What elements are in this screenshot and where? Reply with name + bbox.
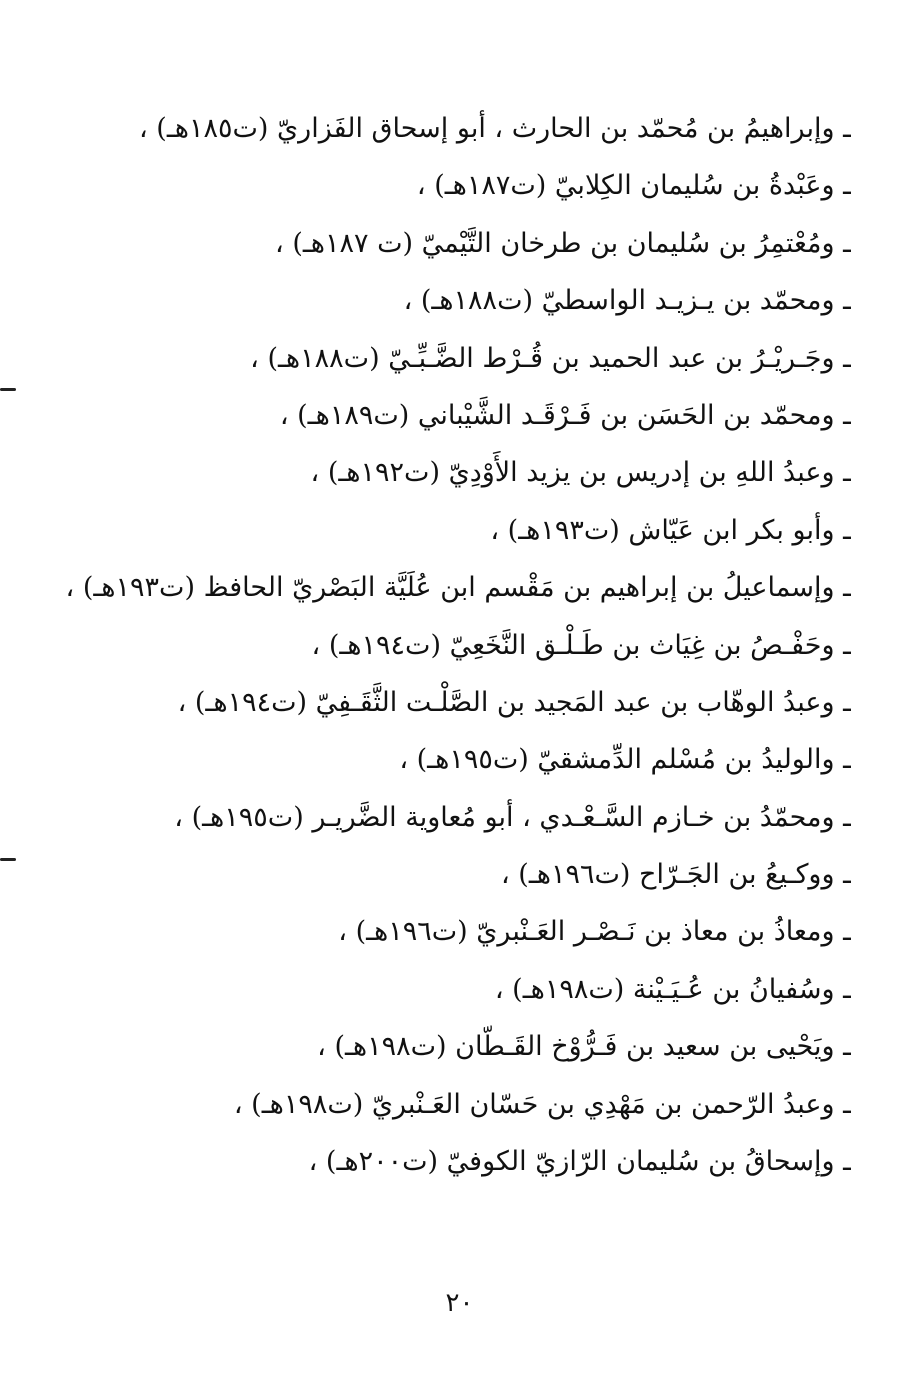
list-item: ـ وإسحاقُ بن سُليمان الرّازيّ الكوفيّ (ت٢٠٠هـ) ، — [308, 1146, 851, 1178]
list-item: ـ وإبراهيمُ بن مُحمّد بن الحارث ، أبو إسحاق الفَزاريّ (ت١٨٥هـ) ، — [138, 113, 851, 144]
list-item: ـ ووكـيعُ بن الجَـرّاح (ت١٩٦هـ) ، — [500, 859, 851, 891]
list-item: ـ وإسماعيلُ بن إبراهيم بن مَقْسم ابن عُلَيَّة البَصْريّ الحافظ (ت١٩٣هـ) ، — [65, 572, 851, 604]
list-item: ـ وعَبْدةُ بن سُليمان الكِلابيّ (ت١٨٧هـ) ، — [416, 170, 851, 202]
list-item: ـ وسُفيانُ بن عُـيَـيْنة (ت١٩٨هـ) ، — [494, 973, 851, 1005]
list-item: ـ والوليدُ بن مُسْلم الدِّمشقيّ (ت١٩٥هـ) ، — [399, 744, 851, 776]
list-item: ـ وعبدُ الوهّاب بن عبد المَجيد بن الصَّلْـت الثَّقَـفِيّ (ت١٩٤هـ) ، — [177, 686, 851, 718]
list-item: ـ ويَحْيى بن سعيد بن فَـرُّوْخ القَـطّان (ت١٩٨هـ) ، — [317, 1031, 851, 1063]
narrator-list — [51, 100, 851, 1190]
list-item: ـ ومحمّد بن الحَسَن بن فَـرْقَـد الشَّيْباني (ت١٨٩هـ) ، — [279, 399, 851, 431]
list-item: ـ ومحمّد بن يـزيـد الواسطيّ (ت١٨٨هـ) ، — [403, 285, 851, 317]
list-item: ـ ومُعْتمِرُ بن سُليمان بن طرخان التَّيْميّ (ت ١٨٧هـ) ، — [275, 227, 851, 259]
list-item: ـ وعبدُ اللهِ بن إدريس بن يزيد الأَوْدِيّ (ت١٩٢هـ) ، — [310, 457, 851, 489]
list-item: ـ ومعاذُ بن معاذ بن نَـصْـر العَـنْبريّ (ت١٩٦هـ) ، — [338, 916, 851, 948]
list-item: ـ وأبو بكر ابن عَيّاش (ت١٩٣هـ) ، — [490, 514, 851, 546]
list-item: ـ وعبدُ الرّحمن بن مَهْدِي بن حَسّان العَـنْبريّ (ت١٩٨هـ) ، — [233, 1088, 851, 1120]
list-item: ـ وجَـريْـرُ بن عبد الحميد بن قُـرْط الضَّـبِّـيّ (ت١٨٨هـ) ، — [250, 342, 851, 374]
page-number: ٢٠ — [445, 1288, 474, 1318]
margin-mark — [0, 388, 16, 391]
margin-mark — [0, 858, 16, 861]
list-item: ـ وحَفْـصُ بن غِيَاث بن طَـلْـق النَّخَعِيّ (ت١٩٤هـ) ، — [311, 629, 851, 661]
list-item: ـ ومحمّدُ بن خـازم السَّـعْـدي ، أبو مُعاوية الضَّريـر (ت١٩٥هـ) ، — [174, 801, 851, 833]
